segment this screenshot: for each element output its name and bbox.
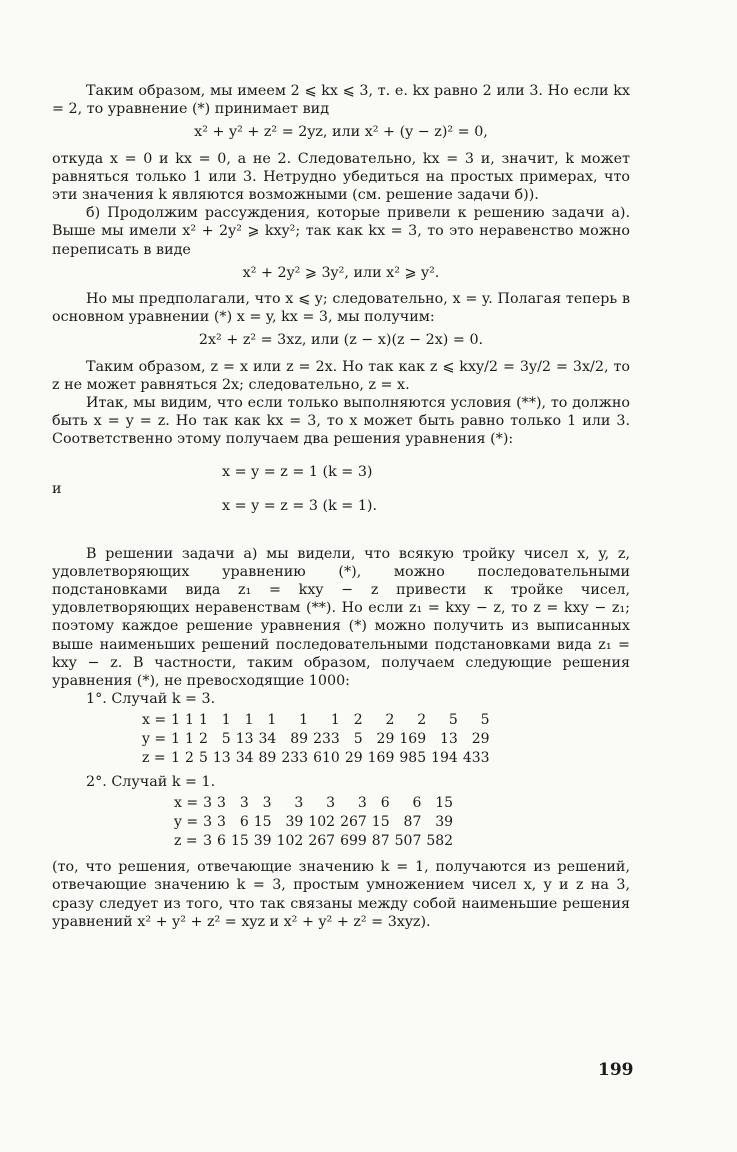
table-cell: 267 bbox=[308, 832, 336, 849]
table-cell: 3 bbox=[294, 795, 304, 812]
table-cell: 1 bbox=[244, 712, 254, 729]
table-cell: 3 bbox=[357, 795, 367, 812]
table-cell: 1 bbox=[267, 712, 277, 729]
table-cell: 2 bbox=[417, 712, 427, 729]
table-cell: 6 bbox=[239, 814, 249, 831]
page-number: 199 bbox=[598, 1060, 634, 1080]
table-cell: 29 bbox=[344, 749, 363, 766]
table-cell: 3 bbox=[203, 795, 213, 812]
table-cell: 582 bbox=[426, 832, 454, 849]
table-cell: 1 bbox=[185, 712, 194, 729]
table-cell: 6 bbox=[412, 795, 422, 812]
case-heading: 2°. Случай k = 1. bbox=[86, 774, 216, 791]
paragraph: (то, что решения, отвечающие значению k = 1, получаются из решений, отвечающие значению k = 3, простым умножением чисел x, y и z на 3, сразу следует из того, что так связаны между собой наименьшие решения уравнений x² + y² + z² = xyz и x² + y² + z² = 3xyz). bbox=[52, 859, 630, 930]
table-cell: 1 bbox=[221, 712, 231, 729]
table-cell: 34 bbox=[258, 731, 277, 748]
table-cell: 89 bbox=[290, 731, 309, 748]
table-cell: 29 bbox=[376, 731, 395, 748]
paragraph: откуда x = 0 и kx = 0, а не 2. Следовательно, kx = 3 и, значит, k может равняться только 1 или 3. Нетрудно убедиться на простых примерах, что эти значения k являются возможными (см. решение задачи б)). bbox=[52, 150, 630, 204]
table-cell: 39 bbox=[285, 814, 304, 831]
table-cell: 87 bbox=[403, 814, 422, 831]
table-cell: 507 bbox=[394, 832, 422, 849]
row-label: y = bbox=[174, 814, 199, 831]
solutions-table-k1 bbox=[174, 794, 453, 850]
row-label: x = bbox=[142, 712, 167, 729]
table-cell: 6 bbox=[380, 795, 390, 812]
table-cell: 2 bbox=[185, 749, 194, 766]
paragraph: Таким образом, z = x или z = 2x. Но так как z ⩽ kxy/2 = 3y/2 = 3x/2, то z не может равняться 2x; следовательно, z = x. bbox=[52, 358, 630, 393]
table-cell: 13 bbox=[440, 731, 458, 748]
table-cell: 1 bbox=[198, 712, 208, 729]
table-cell: 5 bbox=[480, 712, 490, 729]
table-cell: 169 bbox=[399, 731, 427, 748]
table-cell: 3 bbox=[262, 795, 272, 812]
table-cell: 3 bbox=[217, 795, 226, 812]
table-cell: 699 bbox=[340, 832, 367, 849]
paragraph: б) Продолжим рассуждения, которые привели к решению задачи а). Выше мы имели x² + 2y² ⩾ kxy²; так как kx = 3, то это неравенство можно переписать в виде bbox=[52, 205, 630, 258]
solutions-table-k3 bbox=[142, 711, 490, 767]
table-cell: 610 bbox=[313, 749, 340, 766]
table-cell: 433 bbox=[462, 749, 490, 766]
table-cell: 5 bbox=[221, 731, 231, 748]
paragraph: В решении задачи а) мы видели, что всякую тройку чисел x, y, z, удовлетворяющих уравнению (*), можно последовательными подстановками вида z₁ = kxy − z привести к тройке чисел, удовлетворяющих неравенствам (**). Но если z₁ = kxy − z, то z = kxy − z₁; поэтому каждое решение уравнения (*) можно получить из выписанных выше наименьших решений последовательными подстановками вида z₁ = kxy − z. В частности, таким образом, получаем следующие решения уравнения (*), не превосходящие 1000: bbox=[52, 545, 630, 690]
table-cell: 3 bbox=[203, 814, 213, 831]
table-cell: 5 bbox=[353, 731, 363, 748]
table-cell: 39 bbox=[435, 814, 454, 831]
paragraph: Но мы предполагали, что x ⩽ y; следовательно, x = y. Полагая теперь в основном уравнении (*) x = y, kx = 3, мы получим: bbox=[52, 291, 630, 326]
table-cell: 5 bbox=[198, 749, 208, 766]
table-cell: 2 bbox=[353, 712, 363, 729]
formula: x² + y² + z² = 2yz, или x² + (y − z)² = 0, bbox=[194, 124, 488, 141]
table-cell: 34 bbox=[235, 749, 254, 766]
table-cell: 102 bbox=[276, 832, 304, 849]
table-cell: 3 bbox=[326, 795, 336, 812]
table-cell: 15 bbox=[435, 795, 454, 812]
table-cell: 1 bbox=[171, 712, 181, 729]
table-cell: 15 bbox=[253, 814, 272, 831]
solution-formula: x = y = z = 3 (k = 1). bbox=[222, 497, 378, 514]
table-row bbox=[174, 794, 453, 813]
table-cell: 6 bbox=[217, 832, 226, 849]
row-label: x = bbox=[174, 795, 199, 812]
formula: 2x² + z² = 3xz, или (z − x)(z − 2x) = 0. bbox=[198, 332, 484, 349]
table-cell: 87 bbox=[371, 832, 390, 849]
table-cell: 13 bbox=[235, 731, 254, 748]
table-row bbox=[174, 813, 453, 832]
conjunction: и bbox=[52, 480, 62, 497]
paragraph: Итак, мы видим, что если только выполняются условия (**), то должно быть x = y = z. Но так как kx = 3, то x может быть равно только 1 или 3. Соответственно этому получаем два решения уравнения (*): bbox=[52, 395, 630, 448]
table-cell: 89 bbox=[258, 749, 277, 766]
table-cell: 233 bbox=[281, 749, 309, 766]
table-cell: 3 bbox=[203, 832, 213, 849]
table-cell: 1 bbox=[330, 712, 340, 729]
table-cell: 5 bbox=[448, 712, 458, 729]
case-heading: 1°. Случай k = 3. bbox=[86, 691, 216, 708]
table-cell: 15 bbox=[371, 814, 390, 831]
table-cell: 1 bbox=[299, 712, 309, 729]
row-label: z = bbox=[174, 832, 198, 849]
table-row bbox=[174, 832, 453, 851]
table-cell: 3 bbox=[239, 795, 249, 812]
table-cell: 267 bbox=[340, 814, 367, 831]
table-cell: 29 bbox=[471, 731, 490, 748]
table-cell: 1 bbox=[185, 731, 194, 748]
table-cell: 2 bbox=[198, 731, 208, 748]
solution-system bbox=[52, 455, 630, 523]
table-cell: 15 bbox=[230, 832, 249, 849]
table-row bbox=[142, 749, 490, 768]
table-cell: 3 bbox=[217, 814, 226, 831]
table-cell: 194 bbox=[431, 749, 458, 766]
table-cell: 2 bbox=[385, 712, 395, 729]
table-row bbox=[142, 730, 490, 749]
table-cell: 39 bbox=[253, 832, 272, 849]
row-label: z = bbox=[142, 749, 166, 766]
formula: x² + 2y² ⩾ 3y², или x² ⩾ y². bbox=[242, 264, 440, 281]
row-label: y = bbox=[142, 731, 167, 748]
table-cell: 1 bbox=[171, 731, 181, 748]
page-body bbox=[52, 82, 630, 931]
table-cell: 102 bbox=[308, 814, 336, 831]
table-cell: 1 bbox=[171, 749, 181, 766]
table-row bbox=[142, 711, 490, 730]
table-cell: 233 bbox=[313, 731, 340, 748]
table-cell: 985 bbox=[399, 749, 427, 766]
table-cell: 169 bbox=[367, 749, 395, 766]
paragraph: Таким образом, мы имеем 2 ⩽ kx ⩽ 3, т. е. kx равно 2 или 3. Но если kx = 2, то уравнение (*) принимает вид bbox=[52, 83, 630, 118]
solution-formula: x = y = z = 1 (k = 3) bbox=[222, 463, 373, 480]
table-cell: 13 bbox=[212, 749, 231, 766]
